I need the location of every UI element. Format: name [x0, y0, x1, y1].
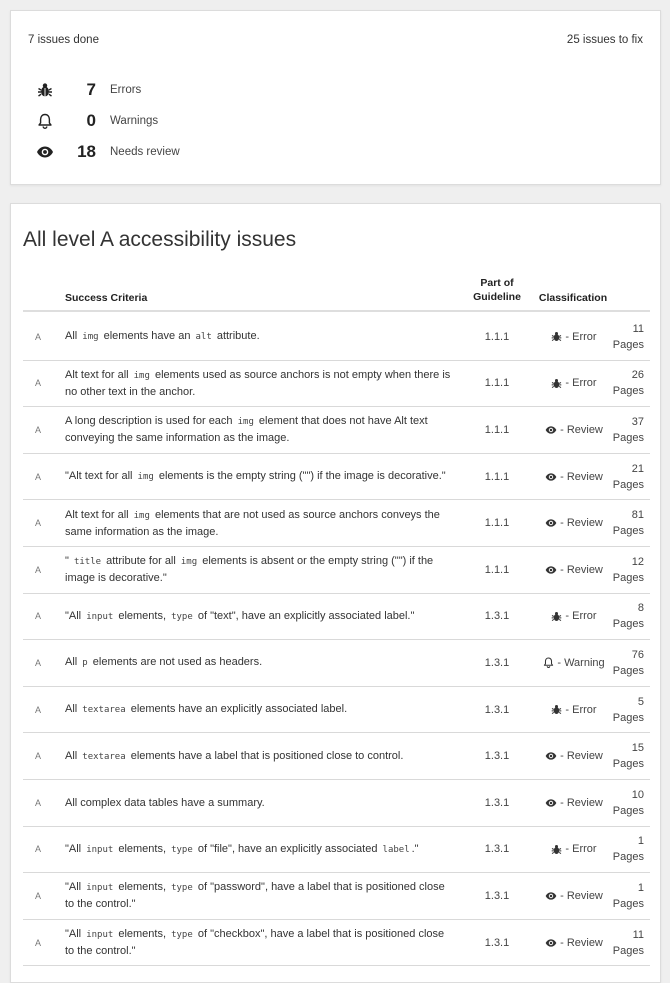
criteria-text-segment: elements that are not used as source anchors conveys the same information as the image. — [65, 508, 440, 538]
criteria-code: input — [86, 844, 114, 855]
criteria-text-segment: elements have an — [100, 330, 194, 343]
issues-table-header — [23, 274, 650, 312]
issues-to-fix-text: 25 issues to fix — [566, 34, 643, 46]
header-part-of-guideline[interactable] — [457, 276, 537, 304]
bug-icon — [551, 611, 565, 622]
level-badge: A — [35, 890, 42, 901]
table-row[interactable] — [23, 361, 650, 408]
level-badge: A — [35, 518, 42, 529]
criteria-text-segment: elements, — [115, 928, 170, 941]
header-guideline-line1: Part of — [480, 277, 514, 289]
pages-link[interactable] — [598, 733, 644, 779]
criteria-text-segment: elements is the empty string ("") if the image is decorative." — [155, 470, 446, 483]
level-badge: A — [35, 424, 42, 435]
criteria-code: img — [133, 370, 150, 381]
pages-count: 8 — [637, 602, 644, 615]
classification-label: - Warning — [557, 656, 605, 669]
classification-label: - Review — [560, 563, 603, 576]
bell-icon — [543, 657, 557, 668]
criteria-text-segment: All complex data tables have a summary. — [65, 796, 265, 809]
criteria-code: p — [82, 658, 88, 669]
criteria-text-segment: All — [65, 656, 81, 669]
pages-label: Pages — [612, 618, 644, 631]
criteria-text-segment: elements have a label that is positioned close to control. — [127, 749, 404, 762]
criteria-code: title — [73, 557, 102, 568]
pages-count: 11 — [632, 928, 644, 941]
criteria-code: type — [171, 883, 193, 894]
classification-label: - Review — [560, 796, 603, 809]
level-badge: A — [35, 844, 42, 855]
level-badge: A — [35, 331, 42, 342]
level-badge: A — [35, 751, 42, 762]
criteria-code: type — [171, 930, 193, 941]
issues-summary-card — [10, 10, 661, 185]
table-row[interactable] — [23, 873, 650, 920]
table-row[interactable] — [23, 827, 650, 874]
criteria-text — [65, 640, 455, 686]
criteria-text-segment: " — [65, 555, 72, 568]
guideline-number: 1.1.1 — [484, 377, 510, 390]
classification-label: - Error — [565, 703, 597, 716]
guideline-number: 1.3.1 — [484, 936, 510, 949]
stat-warnings — [34, 109, 158, 133]
pages-count: 11 — [632, 322, 644, 335]
criteria-text-segment: All — [65, 330, 81, 343]
criteria-text-segment: ." — [411, 842, 419, 855]
level-badge: A — [35, 797, 42, 808]
pages-link[interactable] — [598, 687, 644, 733]
criteria-text — [65, 687, 455, 733]
stat-errors — [34, 78, 141, 102]
criteria-text-segment: Alt text for all — [65, 368, 132, 381]
pages-link[interactable] — [598, 920, 644, 966]
criteria-text — [65, 500, 455, 546]
criteria-text-segment: of "checkbox", have a label that is positioned close to the control." — [65, 928, 445, 958]
table-row[interactable] — [23, 407, 650, 454]
criteria-text — [65, 780, 455, 826]
issues-table-body — [23, 314, 650, 966]
table-row[interactable] — [23, 640, 650, 687]
pages-link[interactable] — [598, 361, 644, 407]
table-row[interactable] — [23, 500, 650, 547]
guideline-number: 1.1.1 — [484, 330, 510, 343]
criteria-text-segment: element that does not have Alt text conveying the same information as the image. — [65, 415, 428, 445]
pages-count: 15 — [631, 742, 644, 755]
criteria-code: alt — [195, 332, 212, 343]
criteria-code: input — [86, 611, 114, 622]
guideline-number: 1.3.1 — [484, 703, 510, 716]
criteria-text-segment: "All — [65, 881, 85, 894]
criteria-text-segment: A long description is used for each — [65, 415, 236, 428]
criteria-text — [65, 361, 455, 407]
criteria-text-segment: elements, — [115, 881, 170, 894]
table-row[interactable] — [23, 687, 650, 734]
criteria-text-segment: elements is absent or the empty string ("") if the image is decorative." — [65, 555, 434, 585]
criteria-code: img — [137, 472, 154, 483]
pages-label: Pages — [612, 385, 644, 398]
criteria-text-segment: attribute for all — [103, 555, 179, 568]
criteria-text-segment: "All — [65, 928, 85, 941]
guideline-number: 1.3.1 — [484, 750, 510, 763]
criteria-code: img — [180, 557, 198, 568]
criteria-text-segment: elements, — [115, 842, 170, 855]
table-row[interactable] — [23, 547, 650, 594]
errors-count: 7 — [86, 80, 96, 99]
pages-link[interactable] — [598, 547, 644, 593]
pages-count: 5 — [637, 695, 644, 708]
guideline-number: 1.1.1 — [484, 563, 510, 576]
criteria-text-segment: elements, — [115, 609, 170, 622]
criteria-code: img — [82, 332, 99, 343]
criteria-text-segment: elements are not used as headers. — [89, 656, 263, 669]
criteria-text — [65, 873, 455, 919]
issues-table-title: All level A accessibility issues — [23, 228, 297, 251]
pages-label: Pages — [612, 525, 644, 538]
guideline-number: 1.3.1 — [484, 843, 510, 856]
criteria-code: img — [133, 510, 150, 521]
classification-label: - Error — [565, 377, 597, 390]
classification-label: - Review — [560, 750, 603, 763]
level-badge: A — [35, 704, 42, 715]
criteria-text-segment: "All — [65, 609, 85, 622]
pages-link[interactable] — [598, 314, 644, 360]
guideline-number: 1.1.1 — [484, 517, 510, 530]
classification-label: - Review — [560, 423, 603, 436]
criteria-text-segment: attribute. — [213, 330, 260, 343]
table-row[interactable] — [23, 454, 650, 501]
criteria-text — [65, 314, 455, 360]
pages-label: Pages — [612, 851, 644, 864]
bug-icon — [551, 378, 565, 389]
guideline-number: 1.1.1 — [484, 470, 510, 483]
criteria-text-segment: "All — [65, 842, 85, 855]
criteria-code: input — [86, 883, 114, 894]
classification-label: - Error — [565, 610, 597, 623]
pages-label: Pages — [612, 338, 644, 351]
level-badge: A — [35, 611, 42, 622]
criteria-text — [65, 920, 455, 966]
issues-done-text: 7 issues done — [28, 34, 99, 46]
criteria-text-segment: "Alt text for all — [65, 470, 136, 483]
eye-icon — [545, 938, 560, 948]
pages-link[interactable] — [598, 500, 644, 546]
criteria-text-segment: of "file", have an explicitly associated — [194, 842, 381, 855]
needs-review-label: Needs review — [110, 146, 180, 158]
table-row[interactable] — [23, 314, 650, 361]
table-row[interactable] — [23, 920, 650, 967]
criteria-text — [65, 827, 455, 873]
pages-count: 21 — [631, 462, 644, 475]
pages-link[interactable] — [598, 640, 644, 686]
criteria-code: label — [382, 844, 410, 855]
criteria-text — [65, 547, 455, 593]
criteria-text-segment: elements have an explicitly associated label. — [127, 703, 348, 716]
eye-icon — [34, 141, 56, 163]
pages-label: Pages — [612, 944, 644, 957]
pages-label: Pages — [612, 897, 644, 910]
guideline-number: 1.3.1 — [484, 889, 510, 902]
classification-label: - Error — [565, 330, 597, 343]
criteria-text-segment: All — [65, 703, 81, 716]
classification-label: - Review — [560, 936, 603, 949]
bug-icon — [34, 79, 56, 101]
criteria-text-segment: of "password", have a label that is positioned close to the control." — [65, 881, 445, 911]
bell-icon — [34, 110, 56, 132]
header-success-criteria[interactable]: Success Criteria — [65, 292, 148, 304]
criteria-text-segment: elements used as source anchors is not empty when there is no other text in the anchor. — [65, 368, 451, 398]
pages-link[interactable] — [598, 407, 644, 453]
pages-label: Pages — [612, 804, 644, 817]
criteria-code: input — [86, 930, 114, 941]
level-a-issues-card — [10, 203, 661, 983]
pages-count: 10 — [631, 788, 644, 801]
pages-link[interactable] — [598, 873, 644, 919]
criteria-code: type — [171, 611, 193, 622]
criteria-text — [65, 733, 455, 779]
pages-count: 12 — [631, 555, 644, 568]
criteria-text — [65, 407, 455, 453]
guideline-number: 1.3.1 — [484, 656, 510, 669]
errors-label: Errors — [110, 84, 142, 96]
classification-label: - Error — [565, 843, 597, 856]
needs-review-count: 18 — [77, 142, 96, 161]
criteria-text — [65, 594, 455, 640]
level-badge: A — [35, 471, 42, 482]
header-guideline-line2: Guideline — [473, 291, 521, 303]
pages-count: 37 — [631, 415, 644, 428]
pages-link[interactable] — [598, 454, 644, 500]
level-badge: A — [35, 657, 42, 668]
pages-count: 76 — [631, 648, 644, 661]
guideline-number: 1.3.1 — [484, 796, 510, 809]
pages-label: Pages — [612, 711, 644, 724]
pages-count: 1 — [637, 835, 644, 848]
classification-label: - Review — [560, 889, 603, 902]
criteria-code: type — [171, 844, 193, 855]
warnings-count: 0 — [86, 111, 96, 130]
warnings-label: Warnings — [110, 115, 159, 127]
stat-needs-review — [34, 140, 180, 164]
bug-icon — [551, 844, 565, 855]
classification-label: - Review — [560, 470, 603, 483]
eye-icon — [545, 472, 560, 482]
pages-label: Pages — [612, 571, 644, 584]
pages-label: Pages — [612, 758, 644, 771]
eye-icon — [545, 425, 560, 435]
level-badge: A — [35, 937, 42, 948]
bug-icon — [551, 331, 565, 342]
pages-link[interactable] — [598, 780, 644, 826]
criteria-text-segment: Alt text for all — [65, 508, 132, 521]
eye-icon — [545, 798, 560, 808]
pages-count: 1 — [637, 881, 644, 894]
pages-label: Pages — [612, 664, 644, 677]
criteria-text-segment: All — [65, 749, 81, 762]
eye-icon — [545, 891, 560, 901]
criteria-code: textarea — [82, 751, 126, 762]
criteria-text-segment: of "text", have an explicitly associated label." — [194, 609, 415, 622]
criteria-code: img — [237, 417, 254, 428]
pages-count: 26 — [631, 369, 644, 382]
criteria-code: textarea — [82, 705, 126, 716]
eye-icon — [545, 751, 560, 761]
eye-icon — [545, 518, 560, 528]
header-classification[interactable]: Classification — [538, 292, 608, 304]
pages-label: Pages — [612, 478, 644, 491]
pages-label: Pages — [612, 431, 644, 444]
pages-link[interactable] — [598, 594, 644, 640]
classification-label: - Review — [560, 517, 603, 530]
table-row[interactable] — [23, 594, 650, 641]
guideline-number: 1.3.1 — [484, 610, 510, 623]
pages-count: 81 — [631, 509, 644, 522]
bug-icon — [551, 704, 565, 715]
guideline-number: 1.1.1 — [484, 423, 510, 436]
level-badge: A — [35, 564, 42, 575]
level-badge: A — [35, 378, 42, 389]
criteria-text — [65, 454, 455, 500]
table-row[interactable] — [23, 780, 650, 827]
eye-icon — [545, 565, 560, 575]
pages-link[interactable] — [598, 827, 644, 873]
table-row[interactable] — [23, 733, 650, 780]
